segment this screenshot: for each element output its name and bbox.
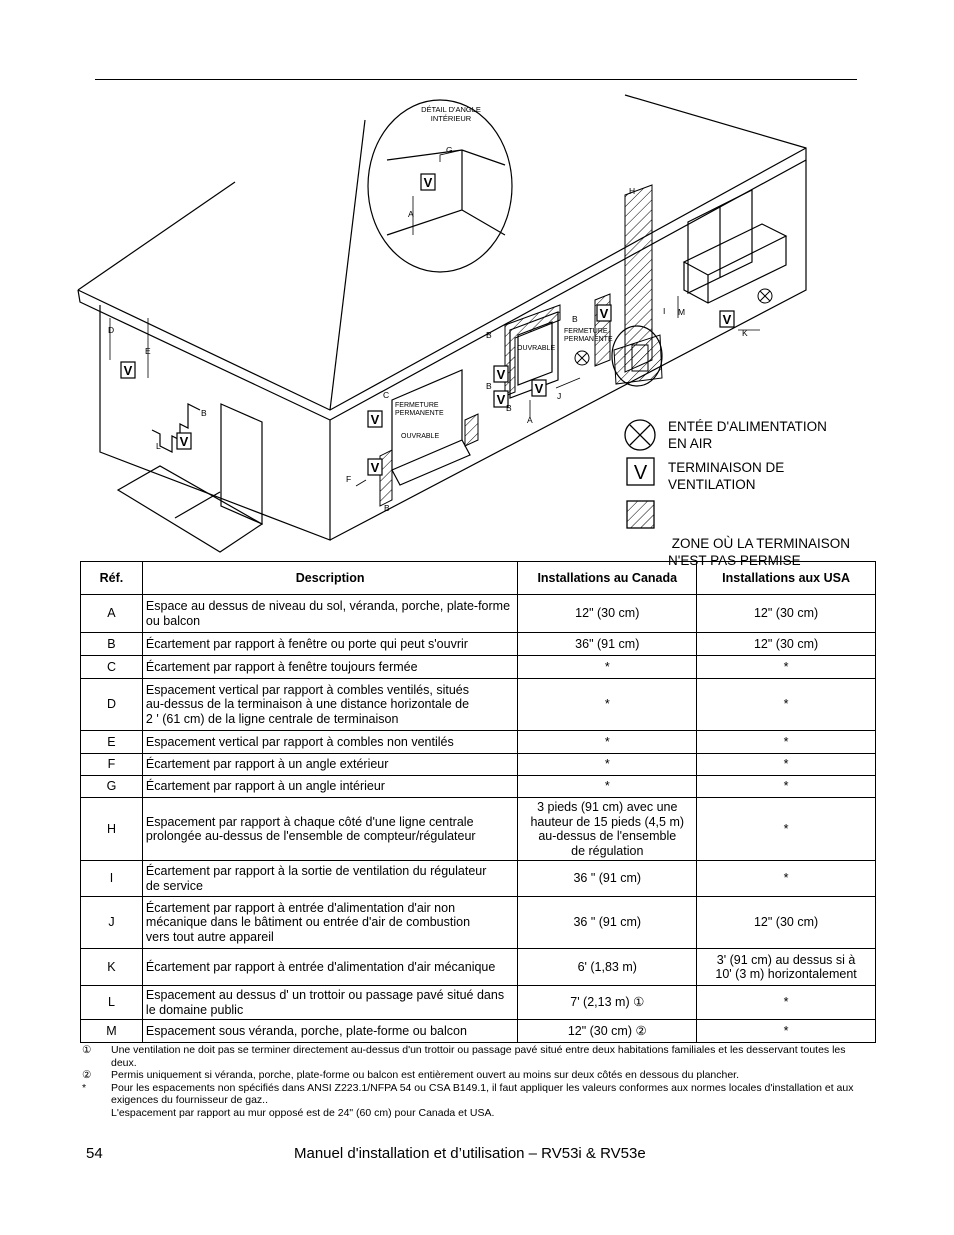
label-B-stairs: B [201, 408, 207, 418]
footnote-mark: ② [82, 1069, 92, 1081]
vent-glyph-B1: V [496, 367, 506, 382]
label-F: F [346, 474, 352, 484]
vent-glyph-D: V [123, 363, 133, 378]
footnote [82, 1044, 872, 1069]
vent-glyph-detail: V [423, 175, 433, 190]
cell-canada-line: * [604, 697, 610, 712]
cell-canada [518, 897, 697, 949]
cell-ref: E [81, 731, 143, 754]
label-ouvrable-right: OUVRABLE [517, 345, 556, 352]
footnote-mark: * [82, 1081, 87, 1094]
label-J: J [557, 391, 562, 401]
vent-clearance-diagram [0, 0, 954, 560]
cell-description [142, 897, 517, 949]
cell-description-line: Écartement par rapport à la sortie de ventilation du régulateur [145, 864, 487, 878]
label-ouvrable-left: OUVRABLE [401, 433, 440, 440]
label-B-mid2: B [486, 381, 492, 391]
vent-glyph-F: V [370, 460, 380, 475]
table-row [81, 897, 876, 949]
window-C-sill [392, 440, 470, 485]
cell-canada-line: 7' (2,13 m) ① [570, 995, 645, 1010]
cell-usa [697, 754, 876, 776]
label-H: H [629, 186, 636, 196]
label-A-detail: A [408, 209, 414, 219]
label-B-mid3: B [506, 403, 512, 413]
cell-canada-line: au-dessus de l'ensemble [538, 829, 677, 843]
table-row [81, 949, 876, 986]
table-row [81, 633, 876, 656]
footnote-mark: ① [82, 1044, 92, 1056]
cell-canada [518, 595, 697, 633]
cell-ref: M [81, 1020, 143, 1043]
cell-description-line: Espacement au dessus d' un trottoir ou passage pavé situé dans [145, 988, 505, 1002]
hatch-window-C [380, 450, 392, 506]
cell-ref: B [81, 633, 143, 656]
cell-description-line: Écartement par rapport à entrée d'alimentation d'air non [145, 900, 456, 915]
label-A-mid: A [527, 415, 533, 425]
cell-description-line: ou balcon [145, 613, 201, 628]
roof-left-ridge [78, 182, 235, 290]
cell-usa [697, 1020, 876, 1043]
cell-ref: G [81, 776, 143, 798]
window-C [392, 370, 462, 470]
label-B-mid1: B [486, 330, 492, 340]
cell-canada [518, 798, 697, 861]
cell-description-line: Écartement par rapport à entrée d'alimentation d'air mécanique [145, 959, 496, 974]
label-B-low: B [384, 503, 390, 513]
cell-description [142, 731, 517, 754]
cell-ref: K [81, 949, 143, 986]
roof-center-line [330, 120, 365, 410]
cell-description-line: Espacement par rapport à chaque côté d'une ligne centrale [145, 814, 474, 829]
header-canada: Installations au Canada [518, 562, 697, 595]
cell-canada [518, 656, 697, 679]
cell-description [142, 1020, 517, 1043]
legend-no-vent-zone-icon [627, 501, 654, 528]
label-permanente-left: PERMANENTE [395, 410, 444, 417]
footnote-text: Permis uniquement si véranda, porche, plate-forme ou balcon est entièrement ouvert au moins sur deux côtés en dessous du plancher. [111, 1069, 740, 1081]
cell-usa-line: * [783, 1023, 789, 1038]
cell-description-line: Espacement sous véranda, porche, plate-forme ou balcon [145, 1023, 467, 1038]
vent-glyph-C: V [370, 412, 380, 427]
cell-description-line: prolongée au-dessus de l'ensemble de compteur/régulateur [145, 829, 476, 843]
cell-ref: D [81, 679, 143, 731]
label-fermeture-right: FERMETURE [564, 328, 608, 335]
cell-usa [697, 798, 876, 861]
footnote-text: Une ventilation ne doit pas se terminer directement au-dessus d'un trottoir ou passage pavé situé entre deux habitations familiales et les desservant toutes les deux. [111, 1044, 846, 1069]
legend-vent-terminal-label: TERMINAISON DE VENTILATION [668, 460, 785, 492]
label-L: L [156, 441, 161, 451]
cell-usa [697, 897, 876, 949]
table-row [81, 798, 876, 861]
cell-description-line: Espacement vertical par rapport à combles non ventilés [145, 734, 454, 749]
table-row [81, 731, 876, 754]
cell-canada-line: * [604, 757, 610, 772]
cell-description-line: Écartement par rapport à un angle intérieur [145, 779, 385, 794]
cell-description-line: au-dessus de la terminaison à une distance horizontale de [145, 697, 470, 712]
cell-usa-line: 3' (91 cm) au dessus si à [716, 952, 856, 967]
cell-canada [518, 986, 697, 1020]
cell-canada [518, 731, 697, 754]
cell-ref: C [81, 656, 143, 679]
cell-usa-line: * [783, 659, 789, 674]
cell-canada-line: 36" (91 cm) [575, 636, 640, 651]
legend-air-intake-label: ENTÉE D'ALIMENTATION EN AIR [668, 419, 827, 451]
cell-description-line: 2 ' (61 cm) de la ligne centrale de terminaison [145, 711, 399, 726]
cell-description [142, 633, 517, 656]
table-row [81, 679, 876, 731]
cell-description [142, 595, 517, 633]
label-B-top: B [572, 314, 578, 324]
cell-canada-line: 12" (30 cm) [575, 606, 640, 621]
cell-usa-line: * [783, 871, 789, 886]
cell-usa [697, 679, 876, 731]
cell-description [142, 949, 517, 986]
footer-title: Manuel d'installation et d’utilisation – RV53i & RV53e [294, 1145, 646, 1162]
cell-canada-line: * [604, 734, 610, 749]
footnote [82, 1082, 872, 1107]
cell-usa-line: * [783, 779, 789, 794]
cell-usa [697, 776, 876, 798]
cell-ref: H [81, 798, 143, 861]
footnote-mark [82, 1107, 111, 1120]
cell-description [142, 754, 517, 776]
sidewalk [118, 466, 262, 552]
balcony-window [688, 190, 752, 293]
cell-usa-line: 12" (30 cm) [753, 915, 819, 930]
cell-canada [518, 776, 697, 798]
detail-circle [368, 100, 512, 272]
cell-description-line: vers tout autre appareil [145, 929, 274, 944]
cell-usa [697, 861, 876, 897]
cell-canada-line: 36 " (91 cm) [573, 915, 642, 930]
label-permanente-right: PERMANENTE [564, 336, 613, 343]
cell-description-line: le domaine public [145, 1002, 244, 1017]
cell-canada-line: 12" (30 cm) ② [567, 1023, 647, 1038]
label-detail-title-1: DÉTAIL D'ANGLE [421, 105, 481, 114]
detail-corner [387, 150, 505, 235]
header-usa: Installations aux USA [697, 562, 876, 595]
cell-description-line: Espace au dessus de niveau du sol, véranda, porche, plate-forme [145, 599, 511, 613]
cell-description-line: Espacement vertical par rapport à combles ventilés, situés [145, 682, 469, 697]
cell-ref: A [81, 595, 143, 633]
legend-vent-glyph: V [633, 462, 648, 484]
cell-canada-line: 6' (1,83 m) [577, 959, 637, 974]
cell-description-line: de service [145, 878, 203, 893]
footnote-text: Pour les espacements non spécifiés dans ANSI Z223.1/NFPA 54 ou CSA B149.1, il faut appliquer les valeurs conformes aux normes locales d'installation et aux exigences du fournisseur de gaz.. [111, 1081, 854, 1106]
cell-usa-line: 10' (3 m) horizontalement [715, 967, 857, 981]
table-row [81, 1020, 876, 1043]
cell-ref: J [81, 897, 143, 949]
table-header-row [81, 562, 876, 595]
cell-description [142, 776, 517, 798]
label-M: M [678, 307, 686, 317]
cell-ref: F [81, 754, 143, 776]
cell-description [142, 798, 517, 861]
cell-usa-line: * [783, 995, 789, 1010]
table-row [81, 754, 876, 776]
cell-canada [518, 633, 697, 656]
dim-F [356, 480, 366, 486]
cell-canada [518, 861, 697, 897]
table-row [81, 595, 876, 633]
label-D: D [108, 325, 115, 335]
cell-usa [697, 731, 876, 754]
cell-usa [697, 949, 876, 986]
cell-description-line: Écartement par rapport à un angle extérieur [145, 757, 389, 772]
footnote-text: L'espacement par rapport au mur opposé est de 24" (60 cm) pour Canada et USA. [111, 1106, 495, 1119]
cell-usa [697, 986, 876, 1020]
label-C: C [383, 390, 390, 400]
cell-usa [697, 633, 876, 656]
legend-no-vent-zone-label: ZONE OÙ LA TERMINAISON N'EST PAS PERMISE [668, 536, 851, 568]
label-K: K [742, 328, 748, 338]
label-E: E [145, 346, 151, 356]
cell-canada-line: 36 " (91 cm) [573, 871, 642, 886]
cell-usa-line: * [783, 697, 789, 712]
cell-usa [697, 656, 876, 679]
cell-ref: L [81, 986, 143, 1020]
cell-canada [518, 949, 697, 986]
roof-eave [78, 148, 806, 410]
table-row [81, 776, 876, 798]
cell-canada-line: 3 pieds (91 cm) avec une [537, 800, 678, 814]
cell-description-line: mécanique dans le bâtiment ou entrée d'air de combustion [145, 915, 471, 930]
footnotes [82, 1044, 872, 1119]
clearance-table [80, 561, 876, 1043]
vent-glyph-B-top: V [599, 306, 609, 321]
cell-usa-line: 12" (30 cm) [753, 636, 819, 651]
cell-usa-line: * [783, 821, 789, 836]
cell-canada-line: de régulation [571, 843, 644, 858]
vent-glyph-M: V [722, 312, 732, 327]
cell-ref: I [81, 861, 143, 897]
cell-canada [518, 679, 697, 731]
cell-description [142, 679, 517, 731]
footnote [82, 1069, 872, 1082]
label-G: G [446, 145, 453, 155]
vent-glyph-J: V [534, 381, 544, 396]
cell-canada-line: * [604, 659, 610, 674]
hatch-window-C-side [465, 414, 478, 446]
cell-description [142, 656, 517, 679]
dim-J [556, 378, 580, 388]
left-wall [100, 305, 330, 540]
table-row [81, 861, 876, 897]
vent-glyph-L: V [179, 434, 189, 449]
cell-usa-line: 12" (30 cm) [753, 606, 819, 621]
cell-description-line: Écartement par rapport à fenêtre toujours fermée [145, 659, 418, 674]
cell-canada [518, 1020, 697, 1043]
hatch-regulator [614, 335, 662, 384]
vent-glyph-B2: V [496, 392, 506, 407]
table-body [81, 595, 876, 1043]
cell-canada-line: * [604, 779, 610, 794]
cell-usa [697, 595, 876, 633]
roof-slope [78, 290, 330, 420]
label-fermeture-left: FERMETURE [395, 402, 439, 409]
footnote [82, 1107, 872, 1120]
cell-usa-line: * [783, 734, 789, 749]
header-ref: Réf. [81, 562, 143, 595]
cell-description [142, 986, 517, 1020]
cell-description-line: Écartement par rapport à fenêtre ou porte qui peut s'ouvrir [145, 636, 468, 651]
table-row [81, 656, 876, 679]
label-I: I [663, 306, 666, 316]
page-number: 54 [86, 1145, 103, 1162]
cell-description [142, 861, 517, 897]
cell-canada-line: hauteur de 15 pieds (4,5 m) [530, 814, 685, 829]
cell-usa-line: * [783, 757, 789, 772]
label-detail-title-2: INTÉRIEUR [430, 114, 472, 123]
cell-canada [518, 754, 697, 776]
table-row [81, 986, 876, 1020]
header-description: Description [142, 562, 517, 595]
